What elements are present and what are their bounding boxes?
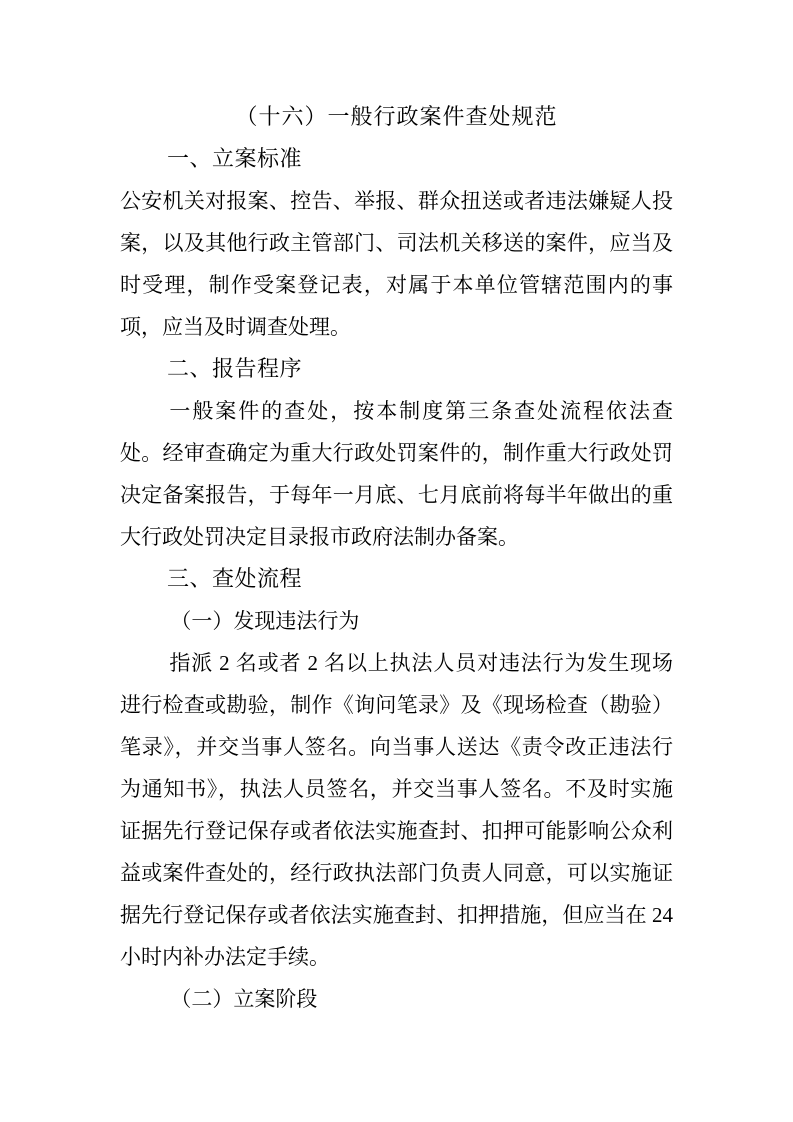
subsection-1-paragraph: 指派 2 名或者 2 名以上执法人员对违法行为发生现场进行检查或勘验，制作《询问笔录》及《现场检查（勘验）笔录》，并交当事人签名。向当事人送达《责令改正违法行为通知书》，执法人员签名，并交当事人签名。不及时实施证据先行登记保存或者依法实施查封、扣押可能影响公众利益或案件查处的，经行政执法部门负责人同意，可以实施证据先行登记保存或者依法实施查封、扣押措施，但应当在 24 小时内补办法定手续。 [120,651,673,969]
subsection-heading-1: （一）发现违法行为 [170,609,360,633]
document-title: （十六）一般行政案件查处规范 [235,104,558,129]
section-heading-1: 一、立案标准 [167,146,303,171]
section-1-paragraph: 公安机关对报案、控告、举报、群众扭送或者违法嫌疑人投案，以及其他行政主管部门、司法机关移送的案件，应当及时受理，制作受案登记表，对属于本单位管辖范围内的事项，应当及时调查处理。 [120,189,673,339]
section-2-paragraph: 一般案件的查处，按本制度第三条查处流程依法查处。经审查确定为重大行政处罚案件的，制作重大行政处罚决定备案报告，于每年一月底、七月底前将每半年做出的重大行政处罚决定目录报市政府法制办备案。 [120,399,673,549]
section-heading-3: 三、查处流程 [167,566,303,591]
subsection-heading-2: （二）立案阶段 [170,987,318,1011]
document-content [120,96,673,1020]
section-heading-2: 二、报告程序 [167,356,303,381]
